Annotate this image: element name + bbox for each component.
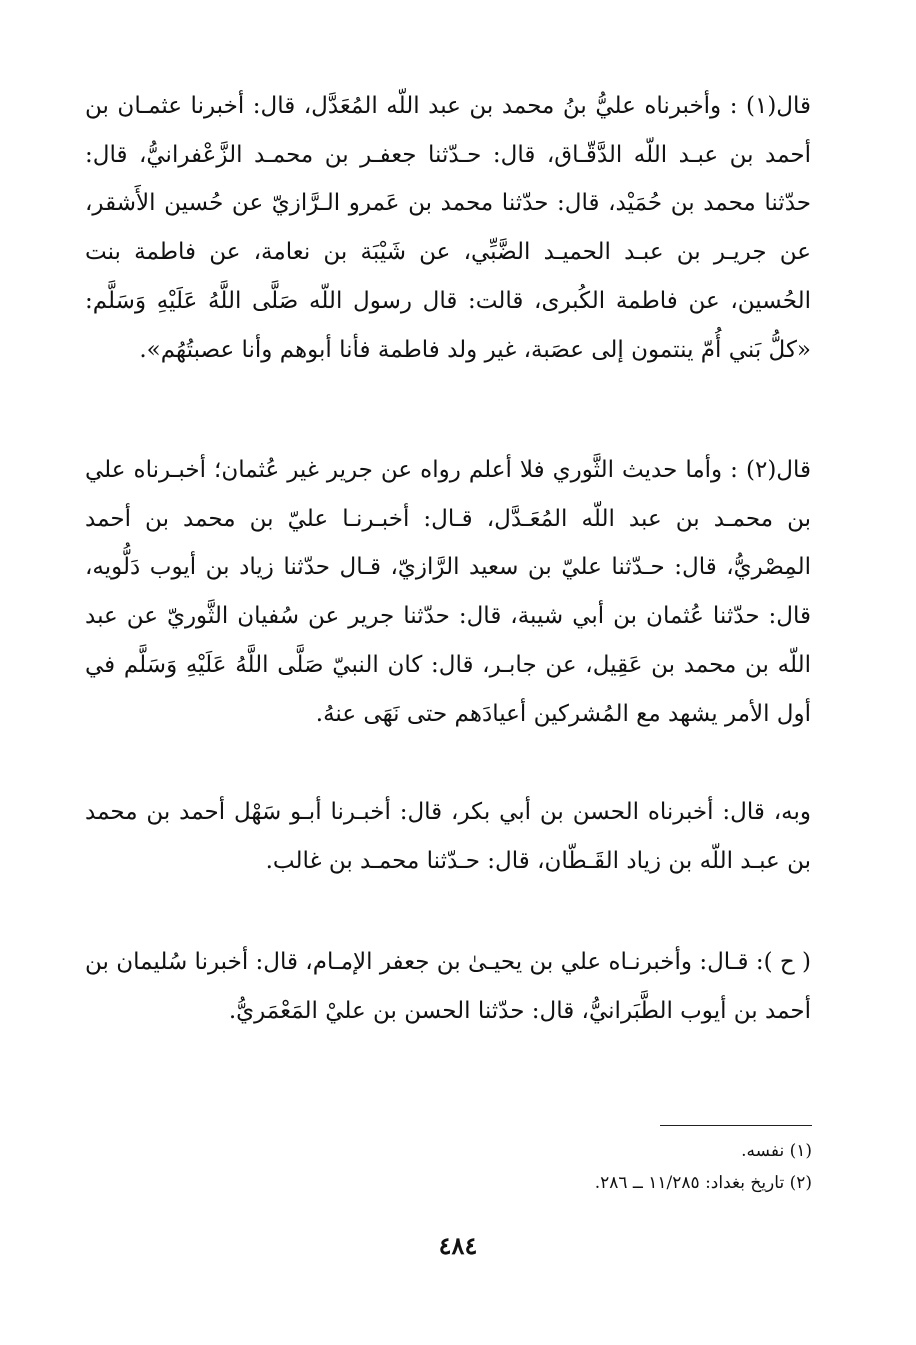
paragraph-3: وبه، قال: أخبرناه الحسن بن أبي بكر، قال: أخبـرنا أبـو سَهْل أحمد بن محمد بن عبـد اللّه بن زياد القَـطّان، قال: حـدّثنا محمـد بن غالب. <box>85 799 811 874</box>
footnotes <box>300 1135 812 1199</box>
footnote-divider <box>660 1125 812 1126</box>
paragraph-4: ( ح ): قـال: وأخبرنـاه علي بن يحيـىٰ بن جعفر الإمـام، قال: أخبرنا سُليمان بن أحمد بن أيوب الطَّبَرانيُّ، قال: حدّثنا الحسن بن عليْ المَعْمَريُّ. <box>85 949 811 1024</box>
footnote-1: (١) نفسه. <box>741 1141 812 1161</box>
paragraph-2: قال(٢) : وأما حديث الثَّوري فلا أعلم رواه عن جرير غير عُثمان؛ أخبـرناه علي بن محمـد بن عبد اللّه المُعَـدَّل، قـال: أخبـرنـا عليّ بن محمد بن أحمد المِصْريُّ، قال: حـدّثنا عليّ بن سعيد الرَّازيّ، قـال حدّثنا زياد بن أيوب دَلُّويه، قال: حدّثنا عُثمان بن أبي شيبة، قال: حدّثنا جرير عن سُفيان الثَّوريّ عن عبد اللّه بن محمد بن عَقِيل، عن جابـر، قال: كان النبيّ صَلَّى اللَّهُ عَلَيْهِ وَسَلَّم في أول الأمر يشهد مع المُشركين أعيادَهم حتى نَهَى عنهُ. <box>85 457 811 727</box>
footnote-2: (٢) تاريخ بغداد: ١١/٢٨٥ ــ ٢٨٦. <box>594 1173 812 1193</box>
paragraph-1: قال(١) : وأخبرناه عليُّ بنُ محمد بن عبد اللّه المُعَدَّل، قال: أخبرنا عثمـان بن أحمد بن عبـد اللّه الدَّقّـاق، قال: حـدّثنا جعفـر بن محمـد الزَّعْفرانيُّ، قال: حدّثنا محمد بن حُمَيْد، قال: حدّثنا محمد بن عَمرو الـرَّازيّ عن حُسين الأَشقر، عن جريـر بن عبـد الحميـد الضَّبِّي، عن شَيْبَة بن نعامة، عن فاطمة بنت الحُسين، عن فاطمة الكُبرى، قالت: قال رسول اللّه صَلَّى اللَّهُ عَلَيْهِ وَسَلَّم: «كلُّ بَني أُمّ ينتمون إلى عصَبة، غير ولد فاطمة فأنا أبوهم وأنا عصبتُهُم». <box>85 93 811 363</box>
page-number: ٤٨٤ <box>438 1231 478 1260</box>
